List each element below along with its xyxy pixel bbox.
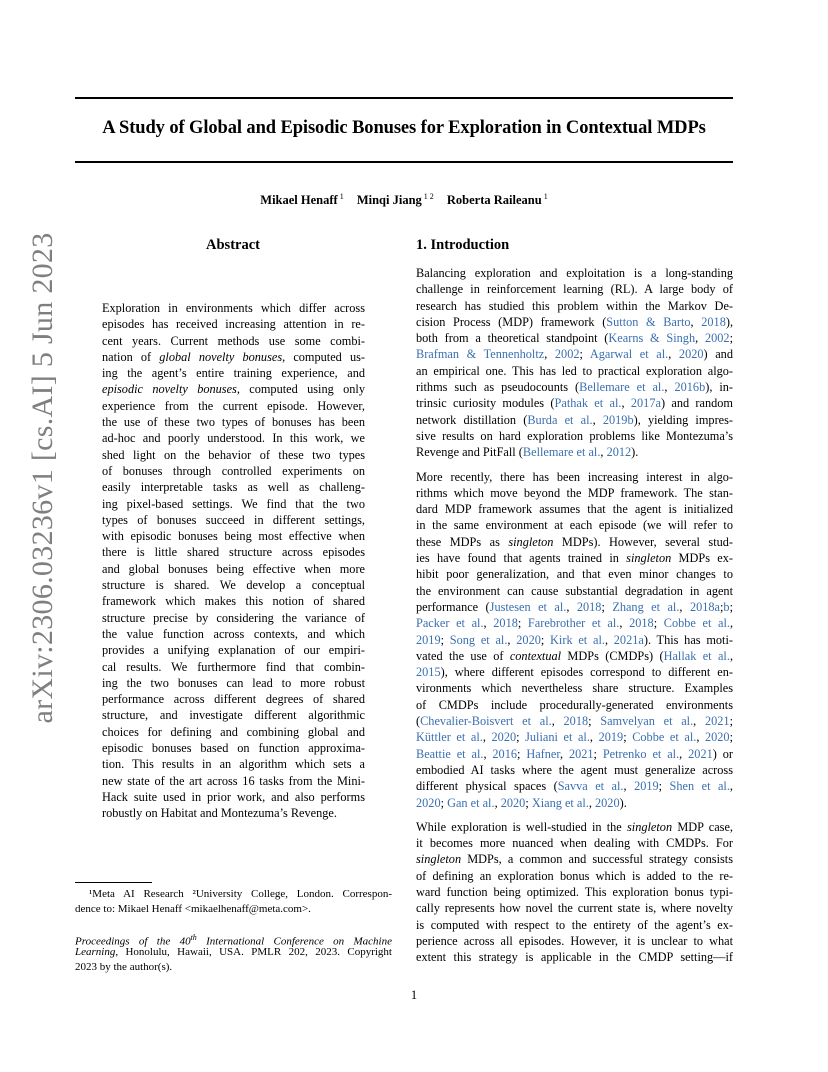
citation-link[interactable]: Agarwal et al. [589, 347, 669, 362]
footnote-line: ¹Meta AI Research ²University College, London. Correspon- [89, 888, 392, 900]
citation-link[interactable]: Hafner [526, 746, 560, 761]
citation-link[interactable]: 2018 [701, 314, 726, 329]
citation-link[interactable]: Bellemare et al. [522, 445, 601, 460]
introduction-line: hibit poor generalization, and that even minor changes to [416, 567, 733, 582]
introduction-line: singleton MDPs, a common and successful strategy consists [416, 852, 733, 867]
proceedings-line: Proceedings of the 40th International Conference on Machine [75, 933, 392, 948]
citation-link[interactable]: 2018 [493, 616, 518, 631]
author-affiliation: 1 2 [423, 192, 434, 201]
abstract-line: Hack suite used in prior work, and also performs [102, 789, 365, 804]
citation-link[interactable]: Kearns & Singh [608, 331, 696, 346]
citation-link[interactable]: 2020 [491, 730, 517, 745]
citation-link[interactable]: 2019 [634, 779, 659, 794]
introduction-line: the environment can cause substantial degradation in agent [416, 583, 733, 598]
introduction-line: Küttler et al., 2020; Juliani et al., 2019; Cobbe et al., 2020; [416, 730, 733, 745]
citation-link[interactable]: 2020 [704, 730, 730, 745]
citation-link[interactable]: 2020 [678, 347, 704, 362]
citation-link[interactable]: Bellemare et al. [579, 380, 665, 395]
introduction-line: cision Process (MDP) framework (Sutton & Barto, 2018), [416, 314, 734, 329]
introduction-line: ward function being optimized. This exploration bonus typi- [416, 884, 733, 899]
citation-link[interactable]: Beattie et al. [416, 746, 484, 761]
abstract-line: provides a unifying explanation of our empiri- [102, 643, 365, 658]
citation-link[interactable]: 2021 [704, 714, 730, 729]
citation-link[interactable]: 2021a [613, 632, 644, 647]
abstract-line: types of bonuses succeed in different settings, [102, 512, 365, 527]
abstract-line: the use of these two types of bonuses has been [102, 415, 365, 430]
introduction-line: More recently, there has been increasing interest in algo- [416, 469, 733, 484]
introduction-line: embodied AI tasks where the agent must generalize across [416, 762, 733, 777]
introduction-line: Beattie et al., 2016; Hafner, 2021; Petrenko et al., 2021) or [416, 746, 733, 761]
abstract-line: structure is shared. We develop a conceptual [102, 578, 365, 593]
title-bottom-rule [75, 161, 733, 163]
citation-link[interactable]: 2021 [688, 746, 713, 761]
abstract-line: ing pixel-based settings. We find that the two [102, 496, 365, 511]
citation-link[interactable]: 2017a [630, 396, 661, 411]
citation-link[interactable]: Xiang et al. [531, 795, 589, 810]
author-name: Roberta Raileanu [446, 193, 542, 207]
introduction-line: vated the use of contextual MDPs (CMDPs) (Hallak et al., [416, 648, 734, 663]
page-number: 1 [410, 988, 418, 1002]
citation-link[interactable]: 2019 [416, 632, 441, 647]
citation-link[interactable]: b [723, 599, 730, 614]
proceedings-notice [75, 930, 392, 975]
citation-link[interactable]: 2019 [598, 730, 624, 745]
introduction-line: Packer et al., 2018; Farebrother et al., 2018; Cobbe et al., [416, 616, 734, 631]
citation-link[interactable]: 2019b [602, 412, 634, 427]
citation-link[interactable]: 2012 [606, 445, 632, 460]
abstract-line: robustly on Habitat and Montezuma’s Revenge. [102, 806, 337, 821]
arxiv-identifier-stamp[interactable]: arXiv:2306.03236v1 [cs.AI] 5 Jun 2023 [26, 232, 59, 724]
abstract-text [102, 300, 365, 822]
introduction-line: these MDPs as singleton MDPs). However, several stud- [416, 534, 734, 549]
introduction-line: different physical spaces (Savva et al., 2019; Shen et al., [416, 779, 733, 794]
citation-link[interactable]: Song et al. [449, 632, 508, 647]
abstract-line: there is little shared structure across episodes [102, 545, 365, 560]
footnote-rule [75, 882, 152, 883]
introduction-line: trinsic curiosity modules (Pathak et al., 2017a) and random [416, 396, 733, 411]
abstract-line: shed light on the behavior of these two types [102, 447, 365, 462]
abstract-line: structure, and investigate different algorithmic [102, 708, 365, 723]
proceedings-line: 2023 by the author(s). [75, 961, 173, 973]
author-affiliation: 1 [543, 192, 548, 201]
citation-link[interactable]: 2020 [500, 795, 526, 810]
introduction-line: is computed with respect to the entirety of the agent’s ex- [416, 917, 733, 932]
section-heading-introduction: 1. Introduction [416, 237, 510, 253]
introduction-line: 2019; Song et al., 2020; Kirk et al., 2021a). This has moti- [416, 632, 733, 647]
paper-title: A Study of Global and Episodic Bonuses for Exploration in Contextual MDPs [102, 118, 706, 138]
citation-link[interactable]: Brafman & Tennenholtz [416, 347, 545, 362]
introduction-line: performance (Justesen et al., 2018; Zhang et al., 2018a;b; [416, 599, 733, 614]
introduction-line: it becomes more nuanced when dealing with CMDPs. For [416, 836, 733, 851]
introduction-line: extent this strategy is applicable in the CMDP setting—if [416, 950, 733, 965]
introduction-line: dard MDP framework assumes that the agent is initialized [416, 502, 733, 517]
introduction-line: rithms which move beyond the MDP framework. The stan- [416, 485, 733, 500]
introduction-line: While exploration is well-studied in the singleton MDP case, [416, 819, 733, 834]
introduction-line: Revenge and PitFall (Bellemare et al., 2012). [416, 445, 639, 460]
citation-link[interactable]: Sutton & Barto [606, 314, 691, 329]
citation-link[interactable]: Chevalier-Boisvert et al. [420, 714, 552, 729]
abstract-line: structure precise by considering the variance of [102, 610, 365, 625]
footnote-line: dence to: Mikael Henaff <mikaelhenaff@meta.com>. [75, 903, 311, 915]
citation-link[interactable]: 2018a [689, 599, 720, 614]
introduction-line: (Chevalier-Boisvert et al., 2018; Samvelyan et al., 2021; [416, 714, 733, 729]
citation-link[interactable]: 2016 [492, 746, 517, 761]
citation-link[interactable]: Burda et al. [527, 412, 593, 427]
introduction-line: Balancing exploration and exploitation is a long-standing [416, 266, 733, 280]
citation-link[interactable]: Cobbe et al. [663, 616, 730, 631]
citation-link[interactable]: 2016b [674, 380, 706, 395]
introduction-line: rithms such as pseudocounts (Bellemare et al., 2016b), in- [416, 380, 734, 395]
introduction-line: vironments which nevertheless share structure. Examples [416, 681, 733, 696]
author-name: Mikael Henaff [260, 193, 338, 207]
citation-link[interactable]: Savva et al. [557, 779, 624, 794]
citation-link[interactable]: 2002 [704, 331, 730, 346]
abstract-line: the value function across contexts, and which [102, 626, 365, 641]
citation-link[interactable]: Shen et al. [669, 779, 730, 794]
citation-link[interactable]: 2002 [554, 347, 580, 362]
proceedings-line: Learning, Honolulu, Hawaii, USA. PMLR 202, 2023. Copyright [75, 946, 392, 958]
introduction-line: ies have found that agents trained in singleton MDPs ex- [416, 551, 733, 566]
abstract-heading: Abstract [206, 237, 260, 253]
abstract-line: choices for defining and combining global and [102, 724, 365, 739]
abstract-line: episodic novelty bonuses, computed using only [102, 382, 365, 397]
abstract-line: cent years. Current methods use some combi- [102, 333, 365, 348]
introduction-line: challenge in reinforcement learning (RL). A large body of [416, 282, 733, 297]
introduction-line: an empirical one. This has led to practical exploration algo- [416, 363, 733, 378]
introduction-line: perience across all episodes. However, it is unclear to what [416, 933, 733, 948]
abstract-line: easily interpretable tasks as well as challeng- [102, 480, 365, 495]
introduction-line: Brafman & Tennenholtz, 2002; Agarwal et al., 2020) and [416, 347, 733, 362]
citation-link[interactable]: Juliani et al. [525, 730, 590, 745]
citation-link[interactable]: Petrenko et al. [602, 746, 680, 761]
author-name: Minqi Jiang [356, 193, 422, 207]
citation-link[interactable]: Justesen et al. [489, 599, 567, 614]
introduction-line: of defining an exploration bonus which is added to the re- [416, 868, 733, 883]
abstract-line: with episodic bonuses being most effective when [102, 529, 365, 544]
introduction-line: 2020; Gan et al., 2020; Xiang et al., 2020). [416, 795, 627, 810]
citation-link[interactable]: 2020 [516, 632, 541, 647]
citation-link[interactable]: 2015 [416, 665, 441, 680]
abstract-line: cal results. We furthermore find that combin- [102, 659, 365, 674]
citation-link[interactable]: 2018 [563, 714, 589, 729]
citation-link[interactable]: Farebrother et al. [527, 616, 620, 631]
abstract-line: ing the agent’s entire training experience, and [102, 366, 365, 381]
citation-link[interactable]: Zhang et al. [612, 599, 680, 614]
citation-link[interactable]: 2020 [416, 795, 441, 810]
abstract-line: experience from the current episode. However, [102, 398, 365, 413]
author-affiliation: 1 [339, 192, 344, 201]
introduction-line: cally represents how novel the current state is, where novelty [416, 901, 733, 916]
citation-link[interactable]: Küttler et al. [416, 730, 483, 745]
abstract-line: framework which makes this notion of shared [102, 594, 365, 609]
citation-link[interactable]: Samvelyan et al. [600, 714, 694, 729]
affiliation-footnote [75, 887, 392, 917]
citation-link[interactable]: Pathak et al. [554, 396, 622, 411]
introduction-line: of CMDPs include procedurally-generated environments [416, 697, 733, 712]
abstract-line: nation of global novelty bonuses, computed us- [102, 349, 365, 364]
abstract-line: episodes has received increasing attention in re- [102, 317, 365, 332]
citation-link[interactable]: 2021 [568, 746, 594, 761]
introduction-line: research has studied this problem within the Markov De- [416, 298, 733, 313]
citation-link[interactable]: Packer et al. [416, 616, 484, 631]
introduction-line: 2015), where different episodes correspond to different en- [416, 665, 733, 680]
introduction-text [416, 265, 733, 965]
abstract-line: Exploration in environments which differ across [102, 301, 365, 315]
citation-link[interactable]: Kirk et al. [550, 632, 605, 647]
title-top-rule [75, 97, 733, 99]
abstract-line: ing the two bonuses can lead to more robust [102, 675, 365, 690]
abstract-line: episodic bonuses based on function approxima- [102, 741, 365, 756]
abstract-line: new state of the art across 16 tasks from the Mini- [102, 773, 365, 788]
citation-link[interactable]: 2018 [629, 616, 654, 631]
abstract-line: performance across different degrees of shared [102, 692, 365, 707]
citation-link[interactable]: Gan et al. [447, 795, 495, 810]
citation-link[interactable]: Cobbe et al. [632, 730, 697, 745]
abstract-line: and global bonuses being effective when more [102, 561, 365, 576]
citation-link[interactable]: 2018 [576, 599, 602, 614]
author-list [75, 192, 733, 208]
abstract-line: of bonuses through controlled experiments on [102, 463, 365, 478]
citation-link[interactable]: 2020 [595, 795, 620, 810]
abstract-line: tion. This results in an algorithm which sets a [102, 757, 365, 772]
introduction-line: network distillation (Burda et al., 2019b), yielding impres- [416, 412, 733, 427]
introduction-line: in the same environment at each episode (we will refer to [416, 518, 733, 533]
citation-link[interactable]: Hallak et al. [663, 648, 730, 663]
introduction-line: sive results on hard exploration problems like Montezuma’s [416, 428, 733, 443]
introduction-line: both from a theoretical standpoint (Kearns & Singh, 2002; [416, 331, 733, 346]
abstract-line: ad-hoc and poorly understood. In this work, we [102, 431, 365, 446]
